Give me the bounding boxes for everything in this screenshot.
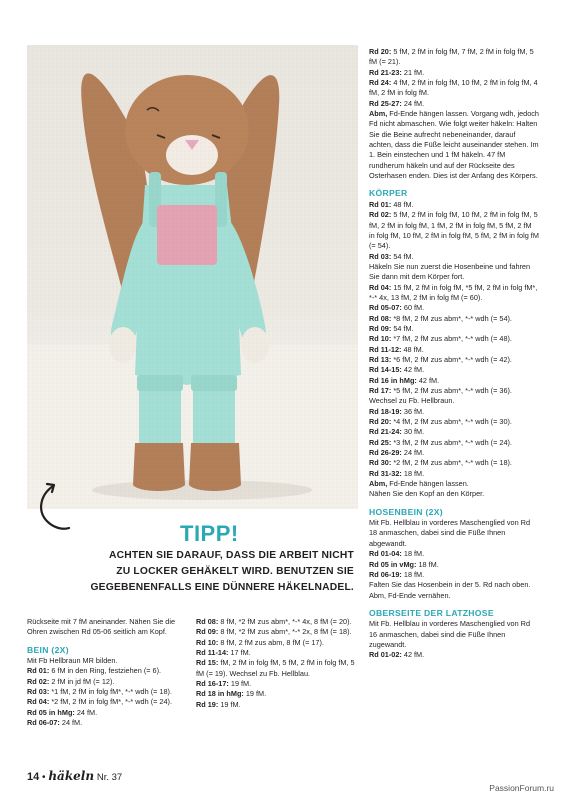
pattern-row [196, 617, 363, 627]
row-label: Rd 05 in vMg: [369, 559, 417, 569]
pattern-row [369, 479, 539, 489]
row-instruction: 54 fM. [391, 323, 414, 333]
paragraph: Falten Sie das Hosenbein in der 5. Rd nach oben. Abm, Fd-Ende vernähen. [369, 580, 531, 600]
row-instruction: fM, 2 fM in folg fM, 5 fM, 2 fM in folg fM, 5 fM (= 19). Wechsel zu Fb. Hellblau. [196, 658, 355, 678]
paragraph: Nähen Sie den Kopf an den Körper. [369, 489, 485, 499]
row-instruction: 18 fM. [401, 549, 425, 559]
text-column-right [369, 47, 539, 661]
row-instruction: *4 fM, 2 fM zus abm*, *-* wdh (= 30). [391, 417, 512, 427]
pattern-row [369, 549, 539, 559]
row-instruction: Fd-Ende hängen lassen. Vorgang wdh, jedoch Fd nicht abmaschen. Wie folgt weiter häkeln: Halten Sie die Beine aufrecht nebeneinander, darauf achten, dass die Füße leicht auseinander stehen. Im 1. Bein einstechen und 1 fM häkeln. 47 fM rundherum häkeln und auf der Rückseite des Osterhasen enden. Dies ist der Anfang des Körpers. [369, 109, 539, 181]
row-label: Rd 21-23: [369, 67, 402, 77]
row-label: Rd 11-14: [196, 648, 229, 658]
row-label: Rd 01: [27, 666, 50, 676]
row-instruction: 5 fM, 2 fM in folg fM, 10 fM, 2 fM in folg fM, 5 fM, 2 fM in folg fM, 1 fM, 2 fM in folg fM, 5 fM, 2 fM in folg fM, 10 fM, 2 fM in folg fM, 5 fM, 2 fM in folg fM (= 54). [369, 210, 539, 251]
pattern-row [369, 345, 539, 355]
tip-line: GEGEBENENFALLS EINE DÜNNERE HÄKELNADEL. [90, 582, 354, 593]
row-instruction: *1 fM, 2 fM in folg fM*, *-* wdh (= 18). [49, 687, 172, 697]
row-label: Rd 01-02: [369, 650, 402, 660]
section-heading: BEIN (2X) [27, 644, 69, 655]
row-label: Rd 09: [196, 627, 219, 637]
watermark: PassionForum.ru [489, 783, 554, 793]
row-label: Rd 25: [369, 437, 392, 447]
pattern-row [369, 99, 539, 109]
row-instruction: 54 fM. [391, 251, 414, 261]
row-label: Rd 16-17: [196, 679, 229, 689]
pattern-row [369, 283, 539, 304]
pattern-row [369, 438, 539, 448]
row-label: Rd 25-27: [369, 98, 402, 108]
row-instruction: 30 fM. [401, 427, 425, 437]
row-instruction: *7 fM, 2 fM zus abm*, *-* wdh (= 48). [391, 334, 512, 344]
row-label: Rd 14-15: [369, 365, 402, 375]
paragraph: Mit Fb. Hellblau in vorderes Maschenglied von Rd 18 anmaschen, dabei sind die Füße Ihnen abgewandt. [369, 518, 531, 548]
row-label: Rd 18-19: [369, 406, 402, 416]
paragraph: Rückseite mit 7 fM aneinander. Nähen Sie die Ohren zwischen Rd 05-06 seitlich am Kopf. [27, 617, 176, 637]
row-label: Rd 24: [369, 78, 392, 88]
row-label: Abm, [369, 109, 388, 119]
paragraph: Häkeln Sie nun zuerst die Hosenbeine und fahren Sie dann mit dem Körper fort. [369, 261, 531, 282]
row-instruction: 19 fM. [228, 679, 252, 689]
row-instruction: 8 fM, *2 fM zus abm*, *-* 4x, 8 fM (= 20). [218, 617, 352, 626]
row-label: Rd 08: [196, 617, 219, 626]
pattern-row [369, 109, 539, 181]
row-instruction: *2 fM, 2 fM in folg fM*, *-* wdh (= 24). [49, 697, 172, 707]
row-label: Rd 31-32: [369, 468, 402, 478]
tip-line: ACHTEN SIE DARAUF, DASS DIE ARBEIT NICHT [108, 550, 354, 561]
row-instruction: 42 fM. [401, 650, 425, 660]
row-label: Rd 05-07: [369, 303, 402, 313]
row-label: Rd 01: [369, 199, 392, 209]
pattern-row [27, 666, 192, 676]
tip-title: TIPP! [180, 521, 239, 546]
row-label: Rd 04: [369, 282, 392, 292]
row-instruction: *5 fM, 2 fM zus abm*, *-* wdh (= 36). Wechsel zu Fb. Hellbraun. [369, 386, 512, 406]
row-label: Rd 03: [369, 251, 392, 261]
row-instruction: Fd-Ende hängen lassen. [387, 479, 469, 489]
row-instruction: 21 fM. [401, 67, 425, 77]
row-instruction: 36 fM. [401, 406, 425, 416]
pattern-row [196, 689, 363, 699]
row-instruction: 48 fM. [401, 344, 424, 354]
row-label: Rd 04: [27, 697, 50, 707]
pattern-row [27, 687, 192, 697]
row-instruction: 2 fM in jd fM (= 12). [49, 676, 115, 686]
row-instruction: 18 fM. [416, 559, 439, 569]
pattern-row [27, 677, 192, 687]
pattern-row [369, 376, 539, 386]
footer-bullet: • [42, 772, 46, 783]
row-instruction: *6 fM, 2 fM zus abm*, *-* wdh (= 42). [391, 354, 512, 364]
row-label: Rd 09: [369, 323, 392, 333]
row-label: Rd 13: [369, 354, 392, 364]
tip-line: ZU LOCKER GEHÄKELT WIRD. BENUTZEN SIE [116, 566, 354, 577]
row-label: Rd 02: [27, 676, 50, 686]
pattern-row [369, 417, 539, 427]
pattern-row [27, 697, 192, 707]
row-label: Rd 06-19: [369, 569, 402, 579]
row-label: Rd 30: [369, 458, 392, 468]
pattern-row [369, 386, 539, 407]
pattern-row [369, 355, 539, 365]
row-instruction: 5 fM, 2 fM in folg fM, 7 fM, 2 fM in folg fM, 5 fM (= 21). [369, 47, 534, 67]
row-instruction: *3 fM, 2 fM zus abm*, *-* wdh (= 24). [391, 437, 512, 447]
pattern-row [196, 648, 363, 658]
pattern-row [369, 427, 539, 437]
pattern-row [369, 252, 539, 262]
pattern-row [369, 334, 539, 344]
pattern-row [369, 560, 539, 570]
pattern-row [369, 650, 539, 660]
pattern-row [27, 718, 192, 728]
row-label: Rd 02: [369, 210, 392, 220]
pattern-row [369, 210, 539, 251]
pattern-row [369, 458, 539, 468]
row-label: Rd 26-29: [369, 448, 402, 458]
row-instruction: 8 fM, *2 fM zus abm*, *-* 2x, 8 fM (= 18). [218, 627, 352, 637]
pattern-row [27, 708, 192, 718]
row-instruction: 17 fM. [228, 648, 251, 658]
row-instruction: 8 fM, 2 fM zus abm, 8 fM (= 17). [218, 637, 324, 647]
pattern-row [196, 627, 363, 637]
pattern-row [369, 407, 539, 417]
pattern-row [196, 638, 363, 648]
row-instruction: 42 fM. [401, 365, 425, 375]
row-label: Rd 03: [27, 687, 50, 697]
row-instruction: 24 fM. [59, 718, 83, 728]
row-instruction: 48 fM. [391, 199, 414, 209]
pattern-row [369, 469, 539, 479]
pattern-row [369, 314, 539, 324]
pattern-row [369, 68, 539, 78]
row-label: Rd 19: [196, 699, 219, 709]
section-heading: KÖRPER [369, 188, 408, 199]
row-label: Rd 11-12: [369, 344, 402, 354]
row-label: Rd 06-07: [27, 718, 60, 728]
pattern-row [369, 570, 539, 580]
section-heading: OBERSEITE DER LATZHOSE [369, 607, 494, 618]
row-instruction: *8 fM, 2 fM zus abm*, *-* wdh (= 54). [391, 313, 512, 323]
bunny-photo [27, 45, 358, 509]
paragraph: Mit Fb Hellbraun MR bilden. [27, 656, 118, 666]
row-instruction: 15 fM, 2 fM in folg fM, *5 fM, 2 fM in folg fM*, *-* 4x, 13 fM, 2 fM in folg fM (= 60). [369, 282, 538, 302]
row-label: Rd 18 in hMg: [196, 689, 244, 699]
pattern-row [369, 47, 539, 68]
row-label: Rd 16 in hMg: [369, 375, 417, 385]
row-label: Rd 10: [369, 334, 392, 344]
row-label: Rd 01-04: [369, 549, 402, 559]
row-label: Rd 20: [369, 47, 392, 56]
pattern-row [369, 78, 539, 99]
row-label: Rd 10: [196, 637, 219, 647]
issue-number: Nr. 37 [96, 772, 123, 783]
row-label: Rd 15: [196, 658, 219, 668]
pattern-row [196, 679, 363, 689]
row-instruction: 24 fM. [401, 448, 425, 458]
crochet-bunny-illustration [27, 45, 358, 509]
section-heading: HOSENBEIN (2X) [369, 506, 443, 517]
tip-text [68, 548, 354, 596]
pattern-row [196, 658, 363, 679]
row-instruction: 42 fM. [416, 375, 440, 385]
row-label: Rd 08: [369, 313, 392, 323]
page-footer [27, 769, 122, 783]
row-instruction: 18 fM. [401, 468, 425, 478]
row-instruction: 4 fM, 2 fM in folg fM, 10 fM, 2 fM in folg fM, 4 fM, 2 fM in folg fM. [369, 78, 538, 98]
row-instruction: 6 fM in den Ring, festziehen (= 6). [49, 666, 162, 676]
text-column-left [27, 617, 192, 728]
paragraph: Mit Fb. Hellblau in vorderes Maschenglied von Rd 16 anmaschen, dabei sind die Füße Ihnen zugewandt. [369, 619, 531, 649]
curved-arrow-icon [35, 478, 75, 538]
row-instruction: 24 fM. [401, 98, 425, 108]
magazine-brand: häkeln [48, 769, 95, 783]
row-label: Rd 05 in hMg: [27, 707, 75, 717]
row-instruction: 18 fM. [401, 569, 425, 579]
row-instruction: 19 fM. [218, 699, 241, 709]
pattern-row [369, 303, 539, 313]
row-label: Rd 20: [369, 417, 392, 427]
pattern-row [369, 324, 539, 334]
pattern-row [196, 700, 363, 710]
row-instruction: 24 fM. [74, 707, 98, 717]
text-column-middle [196, 617, 363, 710]
row-instruction: 19 fM. [243, 689, 267, 699]
pattern-row [369, 448, 539, 458]
pattern-row [369, 365, 539, 375]
row-label: Rd 21-24: [369, 427, 402, 437]
page-number: 14 [27, 771, 40, 783]
row-label: Rd 17: [369, 386, 392, 395]
row-instruction: *2 fM, 2 fM zus abm*, *-* wdh (= 18). [391, 458, 512, 468]
row-label: Abm, [369, 479, 388, 489]
row-instruction: 60 fM. [401, 303, 425, 313]
pattern-row [369, 200, 539, 210]
